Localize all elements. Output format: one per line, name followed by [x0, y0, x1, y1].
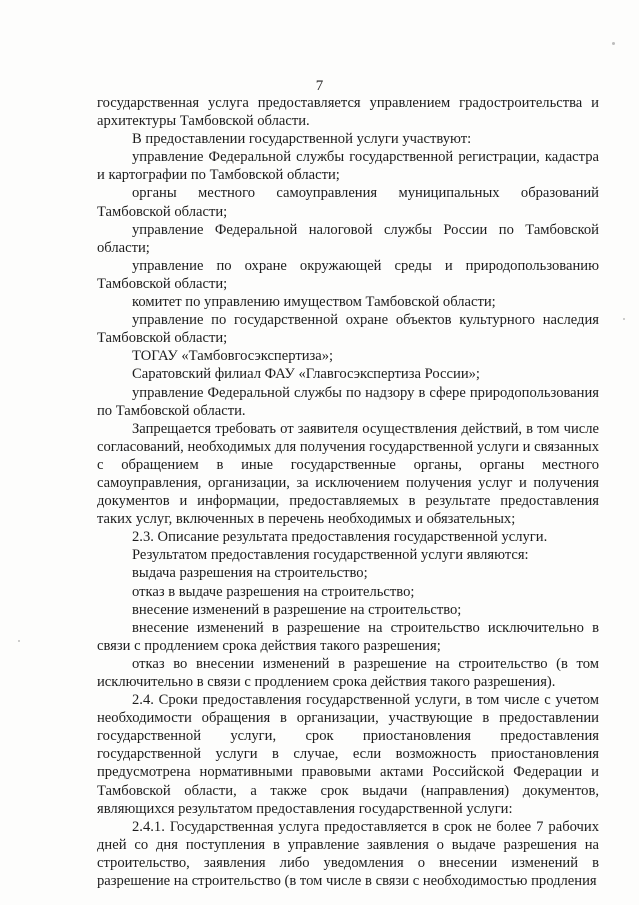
result-item-amendment-refusal: отказ во внесении изменений в разрешение на строительство (в том исключительно в связи с продлением срока действия такого разрешения). — [97, 655, 599, 690]
result-item-amendment-extension: внесение изменений в разрешение на строительство исключительно в связи с продлением срока действия такого разрешения; — [97, 619, 599, 654]
paragraph-participant-environment: управление по охране окружающей среды и природопользованию Тамбовской области; — [97, 257, 599, 292]
paragraph-participant-saratov-branch: Саратовский филиал ФАУ «Главгосэкспертиза России»; — [132, 366, 480, 383]
scan-speck — [623, 318, 625, 320]
paragraph-participant-rosprirodnadzor: управление Федеральной службы по надзору в сфере природопользования по Тамбовской области. — [97, 384, 599, 419]
result-item-issuance: выдача разрешения на строительство; — [132, 565, 368, 582]
section-heading-2-4: 2.4. Сроки предоставления государственной услуги, в том числе с учетом необходимости обращения в организации, участвующие в предоставлении государственной услуги, срок приостановления предоставления государственной услуги в случае, если возможность приостановления предусмотрена нормативными правовыми актами Российской Федерации и Тамбовской области, а также срок выдачи (направления) документов, являющихся результатом предоставления государственной услуги: — [97, 692, 599, 817]
result-item-refusal: отказ в выдаче разрешения на строительство; — [132, 583, 415, 600]
paragraph-participant-local-government: органы местного самоуправления муниципальных образований Тамбовской области; — [97, 185, 599, 220]
paragraph-participant-cultural-heritage: управление по государственной охране объектов культурного наследия Тамбовской области; — [97, 312, 599, 347]
result-item-amendment: внесение изменений в разрешение на строительство; — [132, 601, 462, 618]
section-2-4-1: 2.4.1. Государственная услуга предоставляется в срок не более 7 рабочих дней со дня поступления в управление заявления о выдаче разрешения на строительство, заявления либо уведомления о внесении изменений в разрешение на строительство (в том числе в связи с необходимостью продления — [97, 818, 599, 890]
paragraph-participants-intro: В предоставлении государственной услуги участвуют: — [132, 131, 472, 148]
paragraph-participant-togau: ТОГАУ «Тамбовгосэкспертиза»; — [132, 348, 334, 365]
scan-speck — [18, 640, 20, 642]
paragraph-prohibition: Запрещается требовать от заявителя осуществления действий, в том числе согласований, необходимых для получения государственной услуги и связанных с обращением в иные государственные органы, органы местного самоуправления, организации, за исключением получения услуг и получения документов и информации, предоставляемых в результате предоставления таких услуг, включенных в перечень необходимых и обязательных; — [97, 420, 599, 528]
paragraph-participant-tax-service: управление Федеральной налоговой службы России по Тамбовской области; — [97, 221, 599, 256]
paragraph-service-provider: государственная услуга предоставляется управлением градостроительства и архитектуры Тамбовской области. — [97, 95, 599, 130]
page-number: 7 — [315, 78, 324, 94]
section-heading-2-3: 2.3. Описание результата предоставления государственной услуги. — [132, 529, 548, 546]
body-text — [97, 94, 599, 890]
paragraph-participant-rosreestr: управление Федеральной службы государственной регистрации, кадастра и картографии по Тамбовской области; — [97, 149, 599, 184]
paragraph-participant-property-committee: комитет по управлению имуществом Тамбовской области; — [132, 294, 496, 311]
scan-speck — [612, 42, 615, 45]
paragraph-results-intro: Результатом предоставления государственной услуги являются: — [132, 547, 529, 564]
